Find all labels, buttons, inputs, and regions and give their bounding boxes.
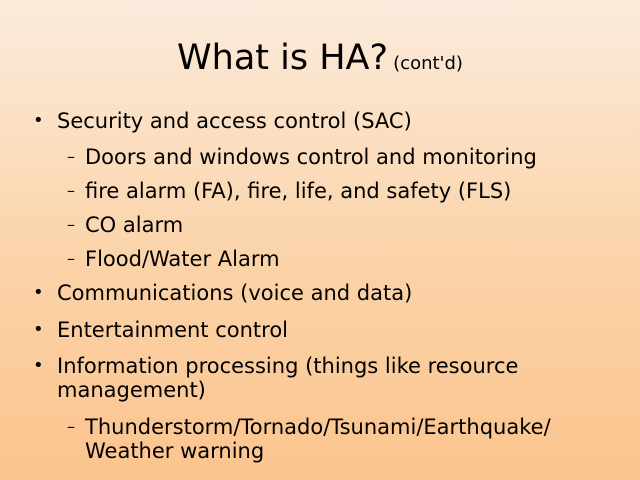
sub-bullet-marker: –: [67, 249, 75, 268]
bullet-marker: •: [33, 110, 44, 131]
sub-bullet-marker: –: [67, 181, 75, 200]
bullet-item: [33, 354, 577, 402]
bullet-item: [33, 281, 617, 305]
sub-bullet-text: Flood/Water Alarm: [85, 247, 280, 271]
bullet-marker: •: [33, 319, 44, 340]
bullet-text: Security and access control (SAC): [57, 109, 412, 133]
sub-bullet-text: Thunderstorm/Tornado/Tsunami/Earthquake/ Weather warning: [85, 415, 551, 463]
title-suffix: (cont'd): [393, 53, 463, 74]
sub-bullet-text: CO alarm: [85, 213, 184, 237]
bullet-text: Entertainment control: [57, 318, 288, 342]
sub-bullet-item: [67, 145, 615, 169]
bullet-marker: •: [33, 282, 44, 303]
bullet-text: Information processing (things like resource management): [57, 354, 519, 402]
sub-bullet-marker: –: [67, 147, 75, 166]
bullet-text: Communications (voice and data): [57, 281, 413, 305]
sub-bullet-item: [67, 179, 615, 203]
sub-bullet-text: fire alarm (FA), fire, life, and safety (FLS): [85, 179, 512, 203]
title-main: What is HA?: [177, 38, 389, 78]
sub-bullet-marker: –: [67, 417, 75, 436]
sub-bullet-text: Doors and windows control and monitoring: [85, 145, 537, 169]
sub-bullet-item: [67, 213, 615, 237]
sub-bullet-item: [67, 415, 605, 463]
sub-bullet-item: [67, 247, 615, 271]
bullet-item: [33, 109, 617, 133]
sub-bullet-marker: –: [67, 215, 75, 234]
bullet-item: [33, 318, 617, 342]
bullet-marker: •: [33, 355, 44, 376]
